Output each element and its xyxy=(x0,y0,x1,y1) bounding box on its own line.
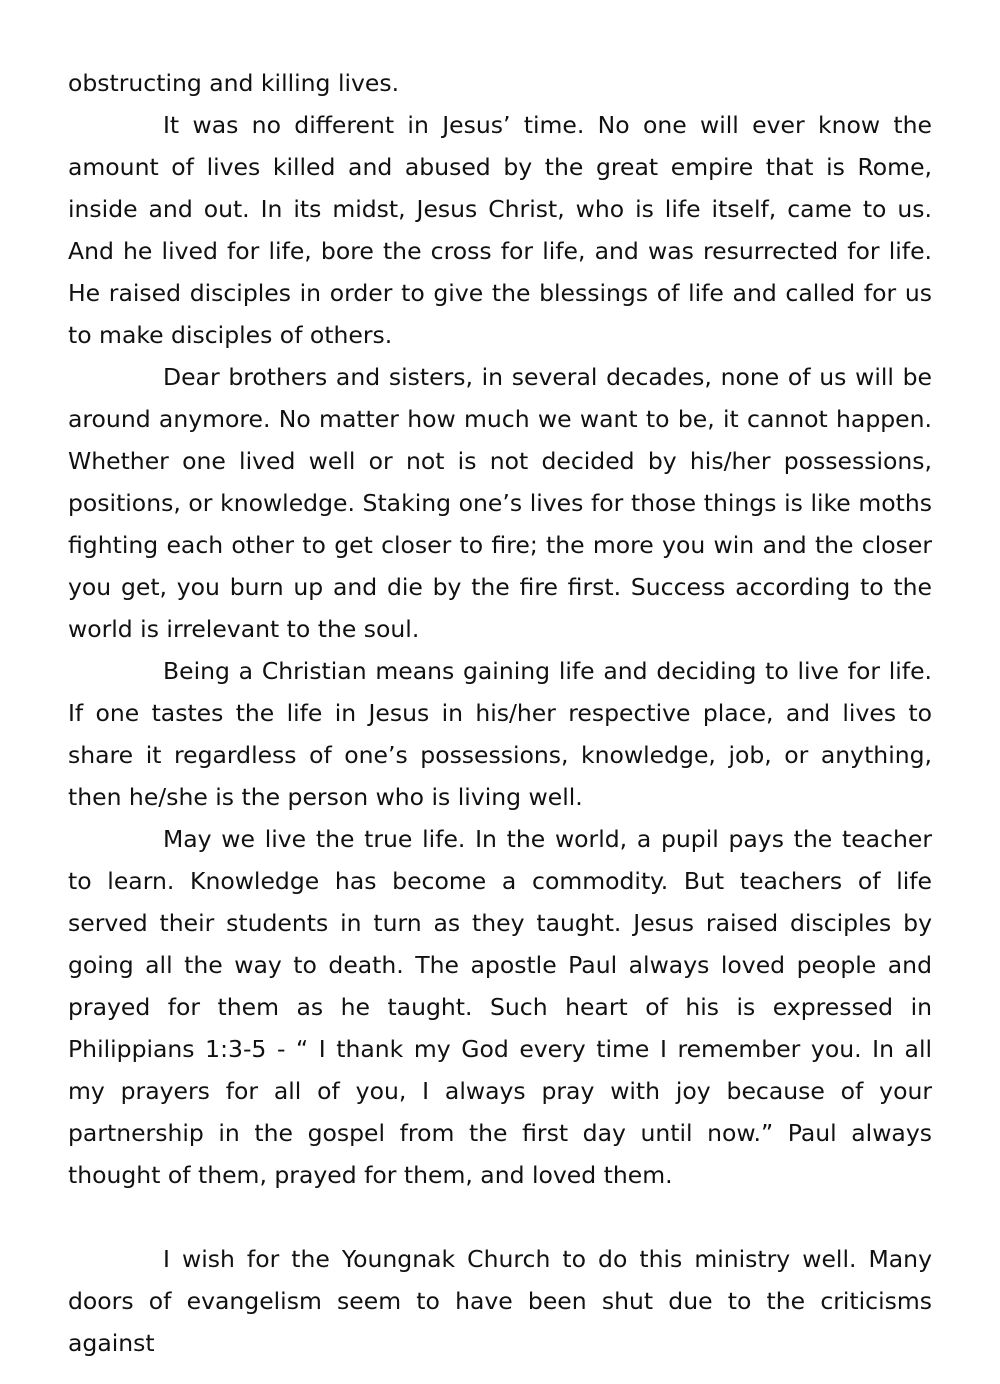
document-page xyxy=(68,62,932,1364)
paragraph-brothers-sisters: Dear brothers and sisters, in several decades, none of us will be around anymore. No matter how much we want to be, it cannot happen. Whether one lived well or not is not decided by his/her possessions, positions, or knowledge. Staking one’s lives for those things is like moths fighting each other to get closer to fire; the more you win and the closer you get, you burn up and die by the fire first. Success according to the world is irrelevant to the soul. xyxy=(68,363,932,643)
paragraph-youngnak-church: I wish for the Youngnak Church to do this ministry well. Many doors of evangelism seem to have been shut due to the criticisms against xyxy=(68,1245,932,1357)
paragraph-jesus-time: It was no different in Jesus’ time. No one will ever know the amount of lives killed and abused by the great empire that is Rome, inside and out. In its midst, Jesus Christ, who is life itself, came to us. And he lived for life, bore the cross for life, and was resurrected for life. He raised disciples in order to give the blessings of life and called for us to make disciples of others. xyxy=(68,111,932,349)
paragraph-being-christian: Being a Christian means gaining life and deciding to live for life. If one tastes the life in Jesus in his/her respective place, and lives to share it regardless of one’s possessions, knowledge, job, or anything, then he/she is the person who is living well. xyxy=(68,657,932,811)
paragraph-continuation: obstructing and killing lives. xyxy=(68,69,400,97)
paragraph-true-life: May we live the true life. In the world, a pupil pays the teacher to learn. Knowledge has become a commodity. But teachers of life served their students in turn as they taught. Jesus raised disciples by going all the way to death. The apostle Paul always loved people and prayed for them as he taught. Such heart of his is expressed in Philippians 1:3-5 - “ I thank my God every time I remember you. In all my prayers for all of you, I always pray with joy because of your partnership in the gospel from the first day until now.” Paul always thought of them, prayed for them, and loved them. xyxy=(68,825,932,1189)
